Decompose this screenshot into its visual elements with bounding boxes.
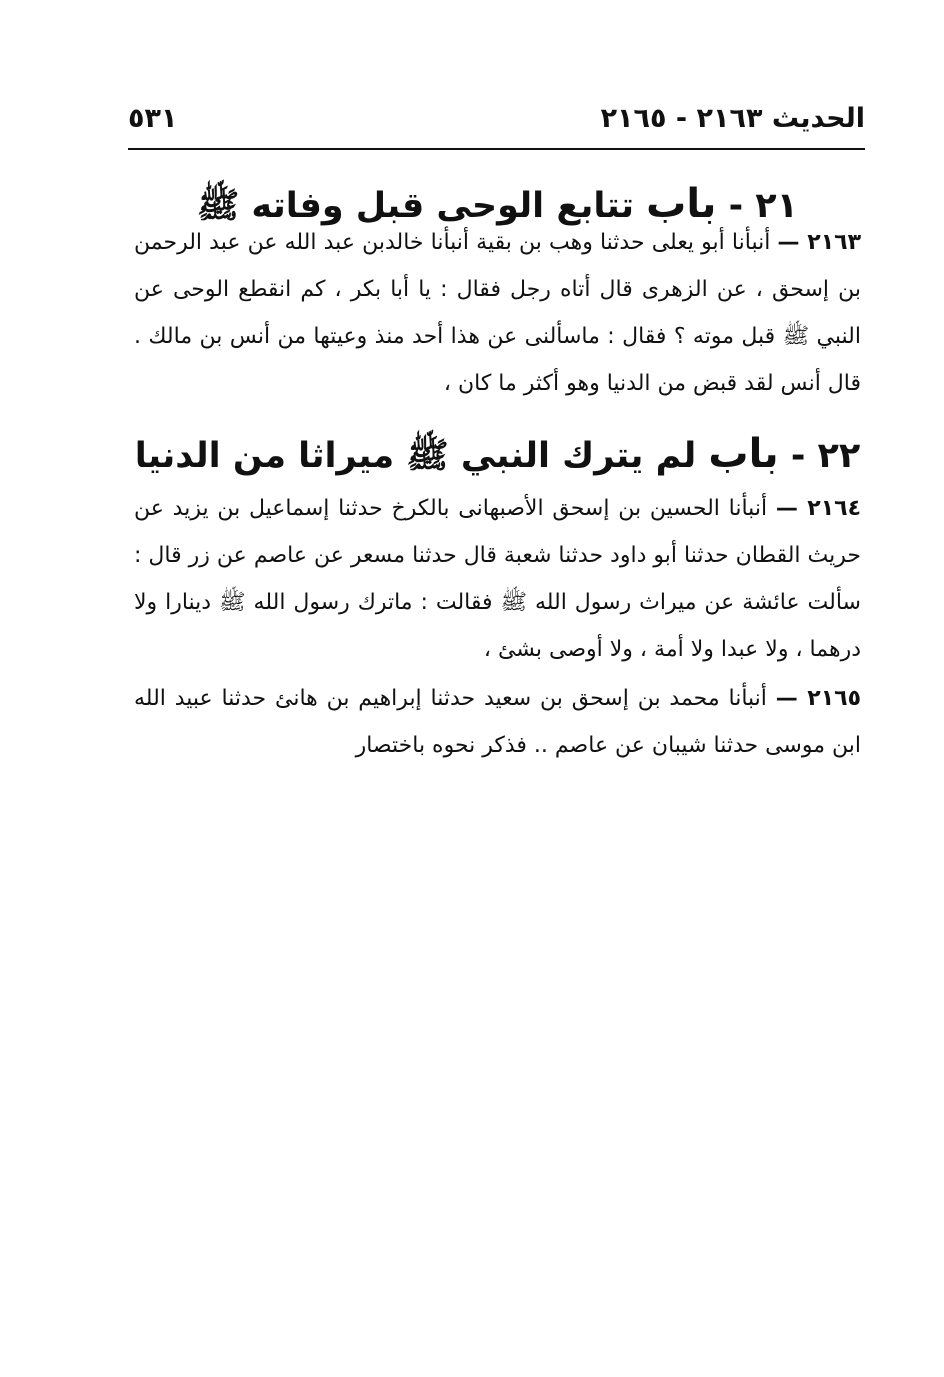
chapter-title: لم يترك النبي ﷺ ميراثا من الدنيا — [134, 436, 697, 476]
hadith-2164 — [134, 485, 861, 673]
chapter-keyword: باب — [646, 181, 717, 227]
hadith-text: أنبأنا أبو يعلى حدثنا وهب بن بقية أنبأنا خالدبن عبد الله عن عبد الرحمن بن إسحق ، عن الزهرى قال أتاه رجل فقال : يا أبا بكر ، كم انقطع الوحى عن النبي ﷺ قبل موته ؟ فقال : ماسألنى عن هذا أحد منذ وعيتها من أنس بن مالك . قال أنس لقد قبض من الدنيا وهو أكثر ما كان ، — [134, 230, 861, 396]
chapter-title: تتابع الوحى قبل وفاته ﷺ — [196, 186, 634, 226]
chapter-heading-22 — [134, 432, 861, 478]
chapter-number: ٢٢ - — [790, 436, 861, 476]
hadith-number: ٢١٦٥ — — [775, 686, 861, 711]
running-header — [128, 96, 865, 140]
chapter-number: ٢١ - — [728, 186, 799, 226]
hadith-2163 — [134, 219, 861, 407]
header-rule — [128, 148, 865, 150]
page-number: ٥٣١ — [128, 102, 178, 134]
hadith-number: ٢١٦٣ — — [777, 230, 861, 255]
hadith-number: ٢١٦٤ — — [775, 496, 861, 521]
hadith-2165 — [134, 675, 861, 769]
hadith-text: أنبأنا محمد بن إسحق بن سعيد حدثنا إبراهيم بن هانئ حدثنا عبيد الله ابن موسى حدثنا شيبان عن عاصم .. فذكر نحوه باختصار — [134, 686, 861, 758]
running-title: الحديث ٢١٦٣ - ٢١٦٥ — [600, 102, 865, 134]
hadith-text: أنبأنا الحسين بن إسحق الأصبهانى بالكرخ حدثنا إسماعيل بن يزيد عن حريث القطان حدثنا أبو داود حدثنا شعبة قال حدثنا مسعر عن عاصم عن زر قال : سألت عائشة عن ميراث رسول الله ﷺ فقالت : ماترك رسول الله ﷺ دينارا ولا درهما ، ولا عبدا ولا أمة ، ولا أوصى بشئ ، — [134, 496, 861, 662]
chapter-keyword: باب — [708, 431, 779, 477]
